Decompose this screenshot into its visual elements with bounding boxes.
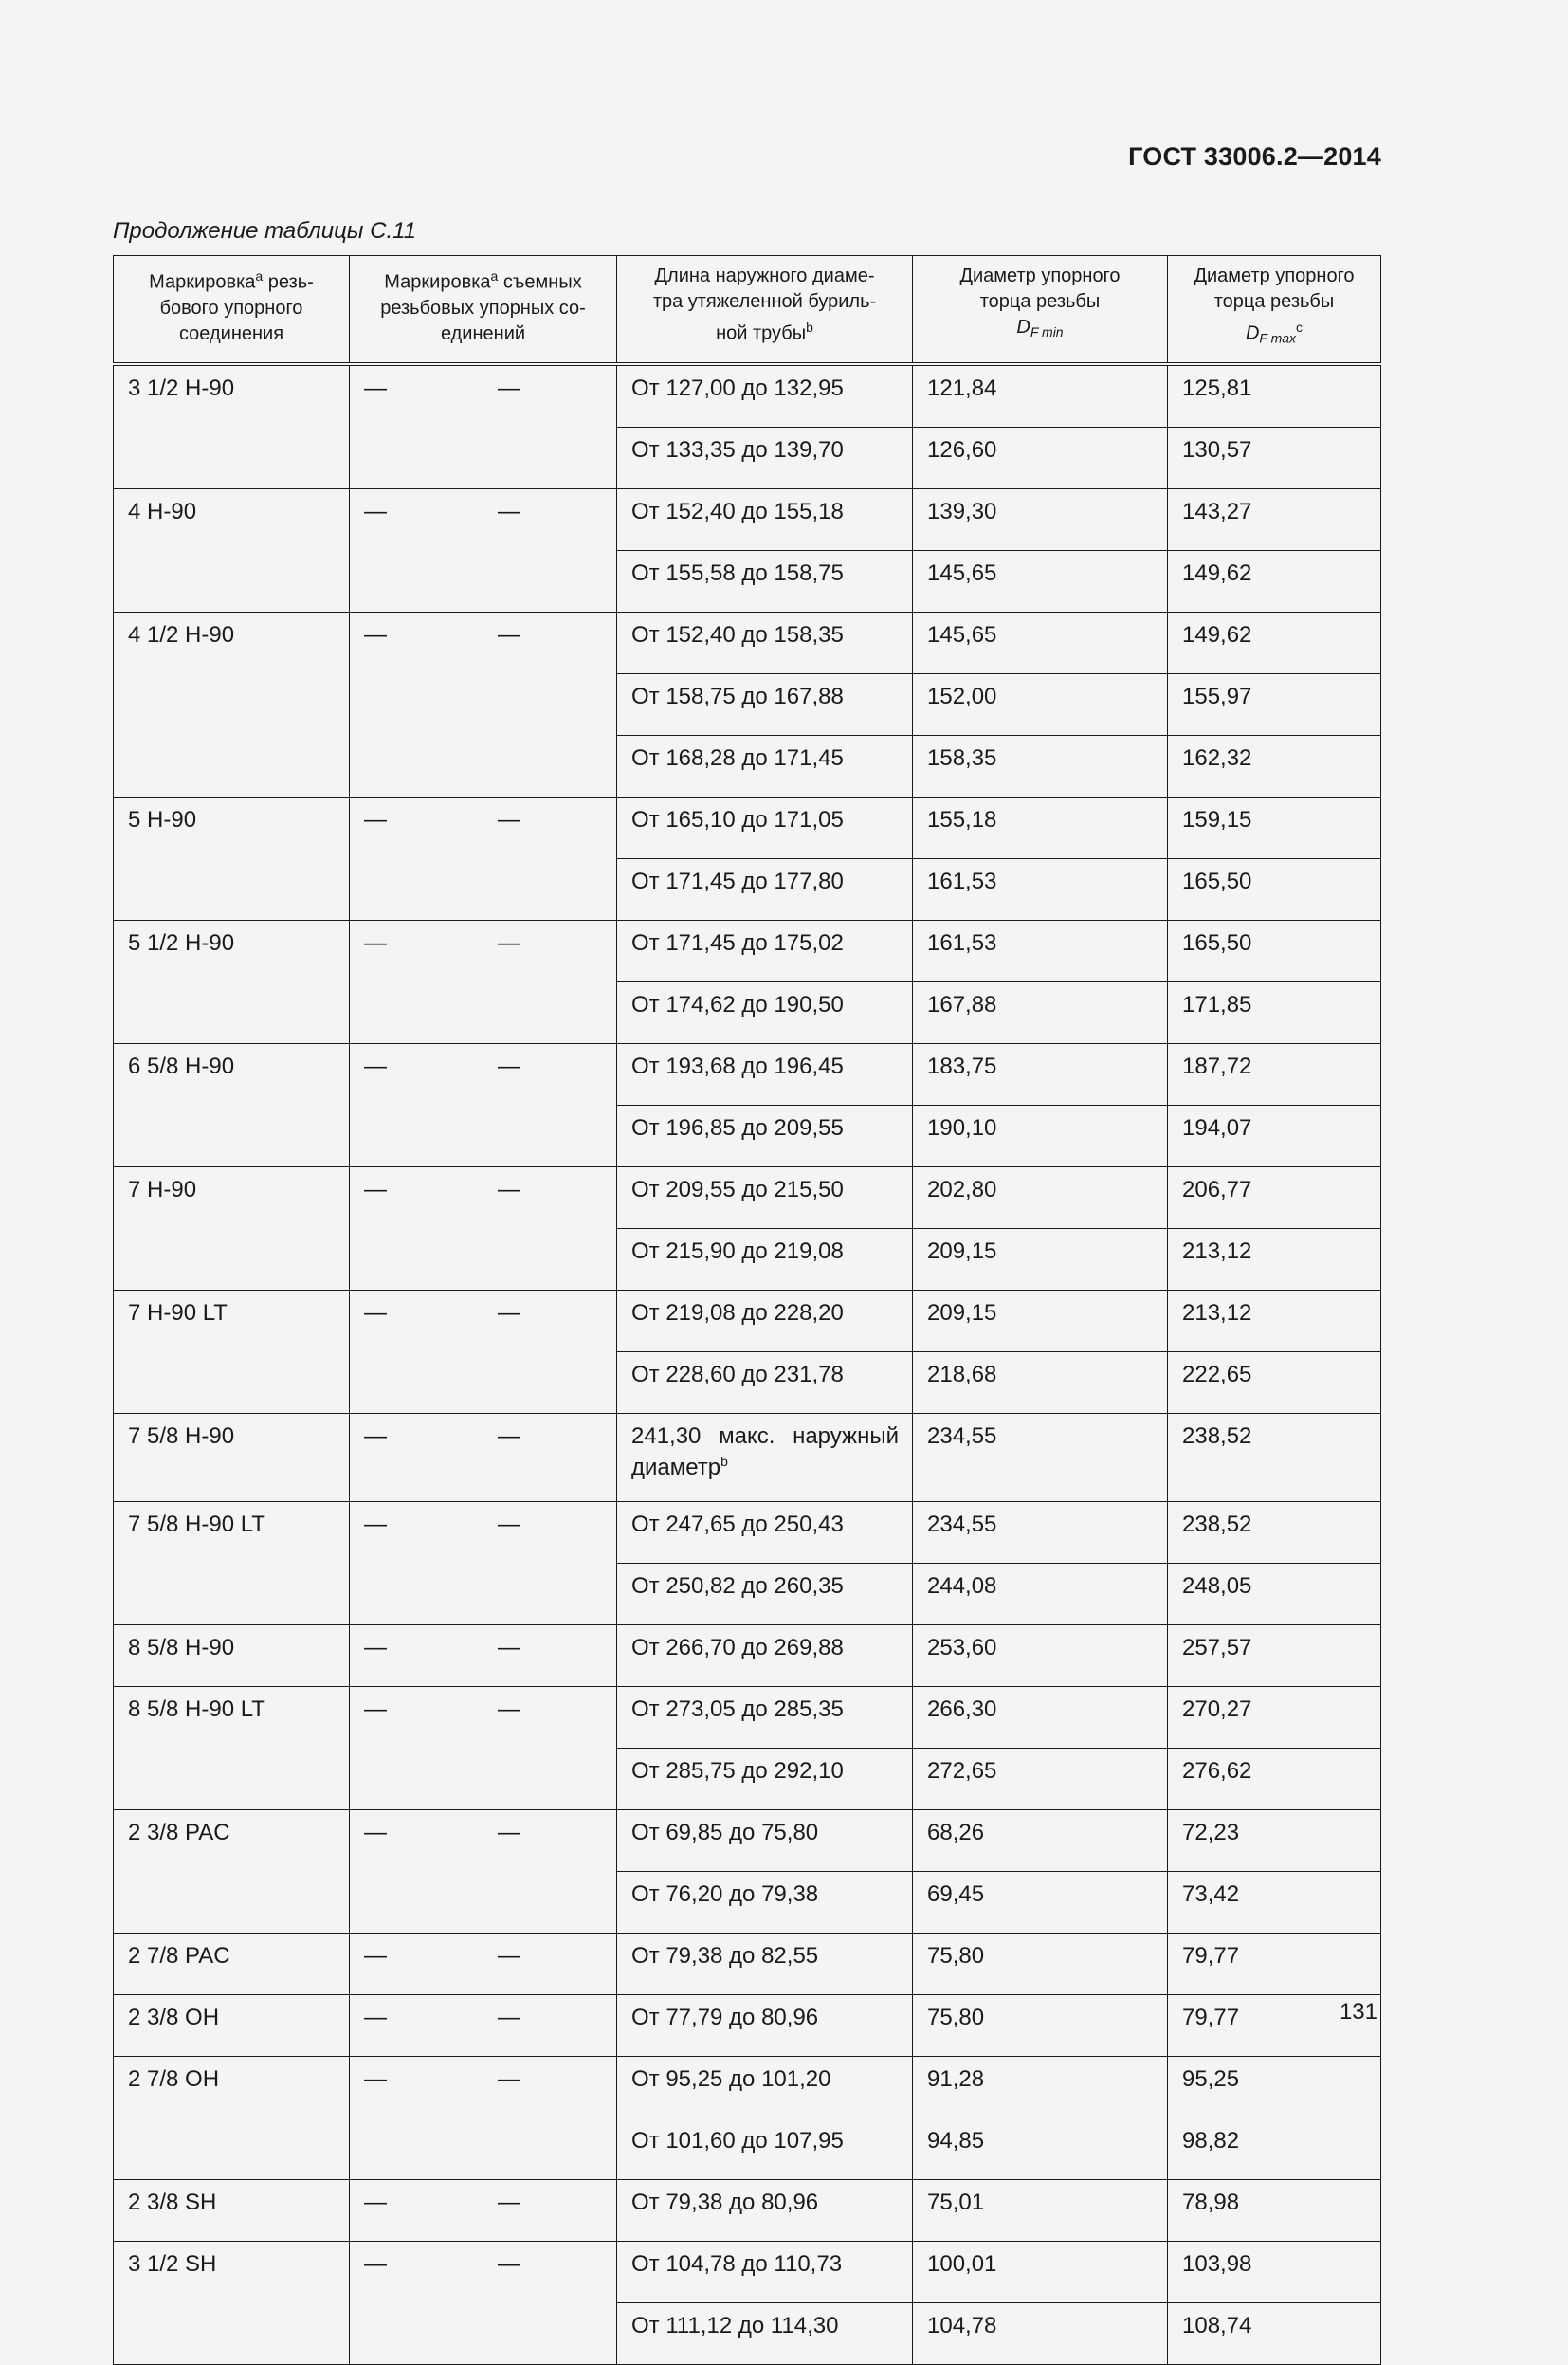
connection-marking-cell: 3 1/2 H-90 [114,364,350,489]
length-range-cell: От 219,08 до 228,20 [617,1291,913,1352]
length-range-cell: От 171,45 до 177,80 [617,859,913,921]
connection-marking-cell: 7 5/8 H-90 [114,1414,350,1502]
header-df-min: Диаметр упорного торца резьбы $D_{F min}$ [913,256,1168,365]
removable-marking-cell-1: — [350,2180,483,2242]
removable-marking-cell-1: — [350,1625,483,1687]
connection-marking-cell: 6 5/8 H-90 [114,1044,350,1167]
header-df-max: Диаметр упорного торца резьбы $D_{F max}^c$ [1168,256,1381,365]
df-min-cell: 266,30 [913,1687,1168,1749]
df-min-cell: 94,85 [913,2118,1168,2180]
df-min-cell: 244,08 [913,1564,1168,1625]
df-min-cell: 75,80 [913,1934,1168,1995]
connection-marking-cell: 7 H-90 [114,1167,350,1291]
df-max-cell: 270,27 [1168,1687,1381,1749]
df-min-cell: 202,80 [913,1167,1168,1229]
connection-marking-cell: 5 1/2 H-90 [114,921,350,1044]
removable-marking-cell-2: — [483,1625,617,1687]
df-max-cell: 248,05 [1168,1564,1381,1625]
table-row [114,1934,1381,1995]
df-max-cell: 78,98 [1168,2180,1381,2242]
df-max-cell: 213,12 [1168,1291,1381,1352]
removable-marking-cell-2: — [483,1414,617,1502]
document-id: ГОСТ 33006.2—2014 [1128,142,1381,171]
table-row [114,1044,1381,1106]
length-range-cell: От 101,60 до 107,95 [617,2118,913,2180]
removable-marking-cell-2: — [483,2180,617,2242]
df-max-cell: 103,98 [1168,2242,1381,2303]
length-range-cell: От 171,45 до 175,02 [617,921,913,982]
df-max-cell: 98,82 [1168,2118,1381,2180]
df-max-cell: 171,85 [1168,982,1381,1044]
table-row [114,613,1381,674]
header-outer-diameter-length: Длина наружного диаме- тра утяжеленной буриль- ной трубы$^b$ [617,256,913,365]
connection-marking-cell: 4 H-90 [114,489,350,613]
df-min-cell: 152,00 [913,674,1168,736]
df-min-cell: 167,88 [913,982,1168,1044]
connection-marking-cell: 3 1/2 SH [114,2242,350,2365]
length-range-cell: От 247,65 до 250,43 [617,1502,913,1564]
df-max-cell: 143,27 [1168,489,1381,551]
connection-marking-cell: 2 3/8 OH [114,1995,350,2057]
df-max-cell: 162,32 [1168,736,1381,798]
table-row [114,364,1381,428]
df-max-cell: 194,07 [1168,1106,1381,1167]
removable-marking-cell-2: — [483,489,617,613]
df-min-cell: 69,45 [913,1872,1168,1934]
df-min-cell: 209,15 [913,1291,1168,1352]
df-max-cell: 79,77 [1168,1995,1381,2057]
df-min-cell: 75,80 [913,1995,1168,2057]
connection-marking-cell: 5 H-90 [114,798,350,921]
table-row [114,921,1381,982]
removable-marking-cell-1: — [350,921,483,1044]
length-range-cell: От 76,20 до 79,38 [617,1872,913,1934]
df-max-cell: 159,15 [1168,798,1381,859]
removable-marking-cell-2: — [483,798,617,921]
length-range-cell: От 152,40 до 155,18 [617,489,913,551]
header-connection-marking: Маркировка$^a$ резь- бового упорного соединения [114,256,350,365]
df-min-cell: 75,01 [913,2180,1168,2242]
length-range-cell: От 285,75 до 292,10 [617,1749,913,1810]
table-row [114,1810,1381,1872]
table-row [114,1167,1381,1229]
removable-marking-cell-2: — [483,921,617,1044]
table-row [114,1687,1381,1749]
removable-marking-cell-2: — [483,2242,617,2365]
table-row [114,1291,1381,1352]
df-max-cell: 238,52 [1168,1414,1381,1502]
table-row [114,2057,1381,2118]
length-range-cell: От 209,55 до 215,50 [617,1167,913,1229]
connection-marking-cell: 8 5/8 H-90 [114,1625,350,1687]
df-min-cell: 155,18 [913,798,1168,859]
df-max-cell: 149,62 [1168,551,1381,613]
removable-marking-cell-1: — [350,1810,483,1934]
removable-marking-cell-1: — [350,2242,483,2365]
length-range-cell: От 69,85 до 75,80 [617,1810,913,1872]
df-max-cell: 222,65 [1168,1352,1381,1414]
length-range-cell: От 77,79 до 80,96 [617,1995,913,2057]
df-min-cell: 253,60 [913,1625,1168,1687]
length-range-cell: От 165,10 до 171,05 [617,798,913,859]
table-row [114,798,1381,859]
df-max-cell: 206,77 [1168,1167,1381,1229]
length-range-cell: От 79,38 до 82,55 [617,1934,913,1995]
removable-marking-cell-2: — [483,1291,617,1414]
df-min-cell: 68,26 [913,1810,1168,1872]
connection-marking-cell: 2 3/8 SH [114,2180,350,2242]
length-range-cell: От 250,82 до 260,35 [617,1564,913,1625]
table-row [114,2242,1381,2303]
df-max-cell: 257,57 [1168,1625,1381,1687]
connection-marking-cell: 2 7/8 OH [114,2057,350,2180]
removable-marking-cell-1: — [350,489,483,613]
df-max-cell: 155,97 [1168,674,1381,736]
length-range-cell [617,1414,913,1502]
df-max-cell: 79,77 [1168,1934,1381,1995]
df-max-cell: 73,42 [1168,1872,1381,1934]
length-range-cell: От 104,78 до 110,73 [617,2242,913,2303]
df-min-cell: 121,84 [913,364,1168,428]
page-number: 131 [1339,1999,1377,2025]
removable-marking-cell-1: — [350,1995,483,2057]
table-caption: Продолжение таблицы С.11 [113,218,417,244]
removable-marking-cell-2: — [483,1934,617,1995]
connection-marking-cell: 4 1/2 H-90 [114,613,350,798]
length-range-cell: От 193,68 до 196,45 [617,1044,913,1106]
header-removable-marking: Маркировка$^a$ съемных резьбовых упорных со- единений [350,256,617,365]
removable-marking-cell-1: — [350,1414,483,1502]
removable-marking-cell-1: — [350,1291,483,1414]
df-min-cell: 234,55 [913,1414,1168,1502]
df-min-cell: 183,75 [913,1044,1168,1106]
removable-marking-cell-2: — [483,1687,617,1810]
df-min-cell: 272,65 [913,1749,1168,1810]
removable-marking-cell-2: — [483,1044,617,1167]
df-max-cell: 125,81 [1168,364,1381,428]
table-row [114,489,1381,551]
length-text-line1: 241,30 макс. наружный [631,1423,899,1449]
removable-marking-cell-1: — [350,1167,483,1291]
df-min-cell: 145,65 [913,551,1168,613]
length-range-cell: От 174,62 до 190,50 [617,982,913,1044]
df-min-cell: 161,53 [913,921,1168,982]
df-max-cell: 149,62 [1168,613,1381,674]
df-min-cell: 91,28 [913,2057,1168,2118]
df-max-cell: 165,50 [1168,859,1381,921]
df-min-cell: 139,30 [913,489,1168,551]
df-max-cell: 276,62 [1168,1749,1381,1810]
removable-marking-cell-1: — [350,1502,483,1625]
connection-marking-cell: 8 5/8 H-90 LT [114,1687,350,1810]
removable-marking-cell-2: — [483,1810,617,1934]
footnote-marker: b [720,1454,728,1469]
df-min-cell: 234,55 [913,1502,1168,1564]
length-range-cell: От 158,75 до 167,88 [617,674,913,736]
removable-marking-cell-2: — [483,364,617,489]
connection-marking-cell: 2 3/8 PAC [114,1810,350,1934]
df-max-cell: 108,74 [1168,2303,1381,2365]
length-text-line2: диаметр [631,1455,721,1480]
df-min-cell: 158,35 [913,736,1168,798]
table-header-row [114,256,1381,365]
table-row [114,1414,1381,1502]
table-row [114,1502,1381,1564]
df-max-cell: 130,57 [1168,428,1381,489]
df-max-cell: 72,23 [1168,1810,1381,1872]
removable-marking-cell-2: — [483,2057,617,2180]
df-min-cell: 100,01 [913,2242,1168,2303]
removable-marking-cell-1: — [350,613,483,798]
length-range-cell: От 196,85 до 209,55 [617,1106,913,1167]
length-range-cell: От 215,90 до 219,08 [617,1229,913,1291]
table-row [114,1625,1381,1687]
length-range-cell: От 228,60 до 231,78 [617,1352,913,1414]
length-range-cell: От 79,38 до 80,96 [617,2180,913,2242]
df-min-cell: 190,10 [913,1106,1168,1167]
table-body [114,364,1381,2365]
connection-marking-cell: 7 5/8 H-90 LT [114,1502,350,1625]
length-range-cell: От 168,28 до 171,45 [617,736,913,798]
thread-connection-table [113,255,1381,2365]
removable-marking-cell-1: — [350,1687,483,1810]
removable-marking-cell-2: — [483,613,617,798]
df-min-cell: 145,65 [913,613,1168,674]
connection-marking-cell: 7 H-90 LT [114,1291,350,1414]
length-range-cell: От 111,12 до 114,30 [617,2303,913,2365]
df-max-cell: 238,52 [1168,1502,1381,1564]
length-range-cell: От 273,05 до 285,35 [617,1687,913,1749]
removable-marking-cell-1: — [350,1044,483,1167]
length-range-cell: От 155,58 до 158,75 [617,551,913,613]
df-min-cell: 161,53 [913,859,1168,921]
length-range-cell: От 95,25 до 101,20 [617,2057,913,2118]
removable-marking-cell-2: — [483,1995,617,2057]
df-min-cell: 209,15 [913,1229,1168,1291]
df-max-cell: 213,12 [1168,1229,1381,1291]
removable-marking-cell-1: — [350,798,483,921]
table-row [114,2180,1381,2242]
df-max-cell: 187,72 [1168,1044,1381,1106]
length-range-cell: От 127,00 до 132,95 [617,364,913,428]
connection-marking-cell: 2 7/8 PAC [114,1934,350,1995]
df-min-cell: 218,68 [913,1352,1168,1414]
df-min-cell: 104,78 [913,2303,1168,2365]
length-range-cell: От 266,70 до 269,88 [617,1625,913,1687]
length-range-cell: От 133,35 до 139,70 [617,428,913,489]
df-max-cell: 165,50 [1168,921,1381,982]
df-max-cell: 95,25 [1168,2057,1381,2118]
removable-marking-cell-1: — [350,364,483,489]
removable-marking-cell-2: — [483,1167,617,1291]
removable-marking-cell-1: — [350,2057,483,2180]
table-row [114,1995,1381,2057]
removable-marking-cell-1: — [350,1934,483,1995]
length-range-cell: От 152,40 до 158,35 [617,613,913,674]
removable-marking-cell-2: — [483,1502,617,1625]
df-min-cell: 126,60 [913,428,1168,489]
